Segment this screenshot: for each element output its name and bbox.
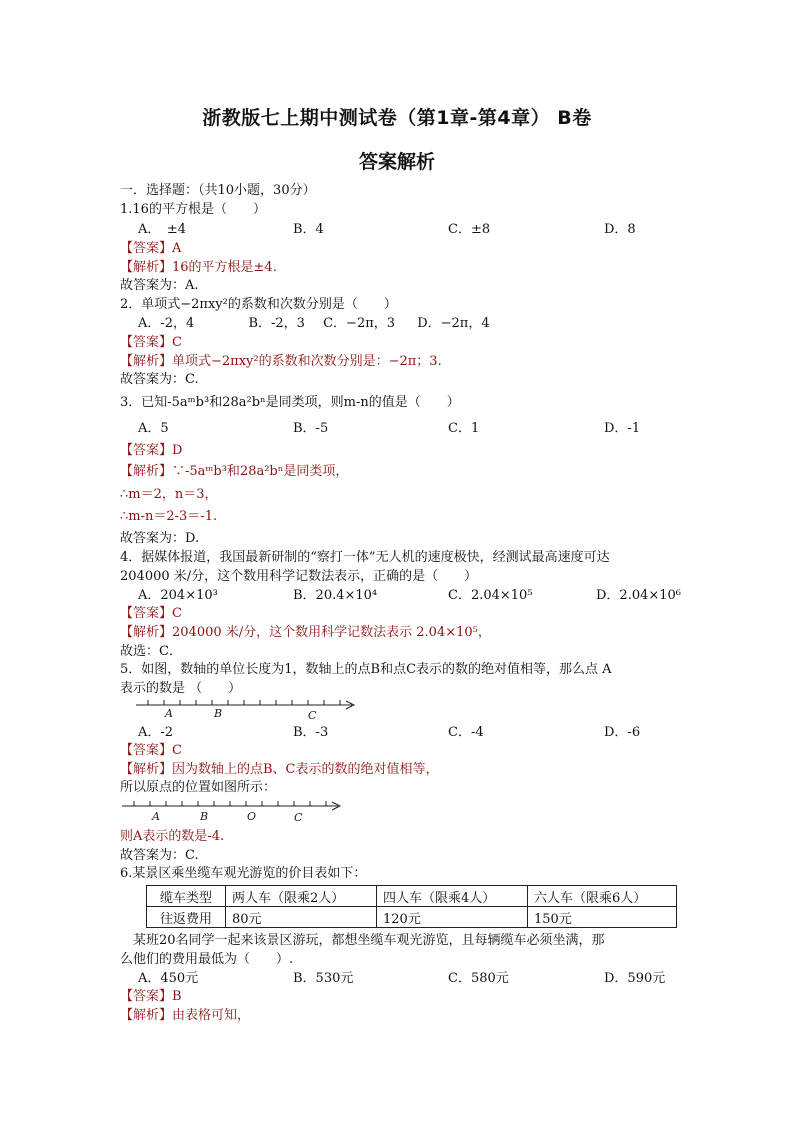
q2-stem: 2．单项式−2πxy²的系数和次数分别是（ ） bbox=[120, 297, 397, 312]
q1-option-c: C．±8 bbox=[448, 222, 491, 237]
table-cell: 150元 bbox=[528, 907, 677, 928]
q4-stem-line-2: 204000 米/分，这个数用科学记数法表示，正确的是（ ） bbox=[120, 569, 478, 584]
q5-number-line bbox=[134, 697, 360, 721]
price-table bbox=[146, 885, 677, 928]
table-header-cell: 两人车（限乘2人） bbox=[226, 886, 377, 907]
q4-stem-line-1: 4．据媒体报道，我国最新研制的“察打一体”无人机的速度极快，经测试最高速度可达 bbox=[120, 550, 610, 565]
q4-analysis: 【解析】204000 米/分，这个数用科学记数法表示 2.04×10⁵， bbox=[120, 625, 491, 640]
q5-option-d: D．-6 bbox=[604, 725, 641, 740]
axis-ticks bbox=[148, 700, 340, 705]
q6-option-c: C．580元 bbox=[448, 971, 509, 986]
table-header-cell: 六人车（限乘6人） bbox=[528, 886, 677, 907]
q2-option-c: C．−2π，3 bbox=[323, 316, 396, 331]
q2-analysis: 【解析】单项式−2πxy²的系数和次数分别是：−2π；3. bbox=[120, 354, 442, 369]
point-b-label: B bbox=[214, 707, 223, 720]
q5-conclusion: 故答案为：C. bbox=[120, 848, 199, 863]
point-a-label: A bbox=[165, 707, 173, 720]
q2-conclusion: 故答案为：C. bbox=[120, 372, 199, 387]
q4-option-a: A．204×10³ bbox=[138, 588, 218, 603]
q5-step-2: 则A表示的数是-4. bbox=[120, 829, 225, 844]
q5-stem-line-1: 5．如图，数轴的单位长度为1，数轴上的点B和点C表示的数的绝对值相等，那么点 A bbox=[120, 662, 612, 677]
table-row bbox=[147, 886, 677, 907]
q1-conclusion: 故答案为：A. bbox=[120, 278, 199, 293]
q4-conclusion: 故选：C． bbox=[120, 644, 182, 659]
q6-stem: 6.某景区乘坐缆车观光游览的价目表如下： bbox=[120, 866, 367, 881]
q3-conclusion: 故答案为：D. bbox=[120, 531, 200, 546]
table-row bbox=[147, 907, 677, 928]
q4-answer: 【答案】C bbox=[120, 606, 182, 621]
table-cell: 往返费用 bbox=[147, 907, 226, 928]
q5-stem-line-2: 表示的数是 （ ） bbox=[120, 681, 242, 696]
q2-option-d: D．−2π，4 bbox=[417, 316, 490, 331]
axis-ticks bbox=[134, 801, 326, 806]
q4-option-d: D．2.04×10⁶ bbox=[596, 588, 682, 603]
q2-answer: 【答案】C bbox=[120, 335, 182, 350]
q3-option-b: B．-5 bbox=[293, 421, 329, 436]
table-cell: 80元 bbox=[226, 907, 377, 928]
q4-option-b: B．20.4×10⁴ bbox=[293, 588, 378, 603]
point-c-label: C bbox=[294, 811, 303, 824]
point-b-label: B bbox=[200, 810, 209, 823]
q4-option-c: C．2.04×10⁵ bbox=[448, 588, 533, 603]
point-a-label: A bbox=[152, 810, 160, 823]
q2-option-a: A．-2，4 bbox=[138, 316, 195, 331]
point-c-label: C bbox=[308, 709, 317, 721]
q2-options bbox=[138, 316, 502, 332]
q5-analysis: 【解析】因为数轴上的点B、C表示的数的绝对值相等， bbox=[120, 762, 439, 777]
q3-analysis: 【解析】∵-5aᵐb³和28a²bⁿ是同类项， bbox=[120, 464, 349, 479]
q6-paragraph-line-1: 某班20名同学一起来该景区游玩，都想坐缆车观光游览，且每辆缆车必须坐满，那 bbox=[120, 933, 605, 948]
q5-number-line-with-origin bbox=[120, 798, 346, 824]
q1-option-b: B．4 bbox=[293, 222, 324, 237]
q5-answer: 【答案】C bbox=[120, 743, 182, 758]
q3-step-1: ∴m＝2，n＝3， bbox=[120, 487, 218, 502]
q1-option-a: A． ±4 bbox=[138, 222, 187, 237]
table-cell: 120元 bbox=[377, 907, 528, 928]
q5-option-b: B．-3 bbox=[293, 725, 329, 740]
q1-stem: 1.16的平方根是（ ） bbox=[120, 202, 266, 217]
q1-answer: 【答案】A bbox=[120, 241, 182, 256]
q3-option-a: A．5 bbox=[138, 421, 169, 436]
q5-option-c: C．-4 bbox=[448, 725, 484, 740]
q6-option-b: B．530元 bbox=[293, 971, 354, 986]
q3-step-2: ∴m-n＝2-3＝-1. bbox=[120, 509, 218, 524]
page-title: 浙教版七上期中测试卷（第1章-第4章） B卷 bbox=[202, 107, 592, 129]
q5-option-a: A．-2 bbox=[138, 725, 174, 740]
q3-option-c: C．1 bbox=[448, 421, 480, 436]
q1-option-d: D．8 bbox=[604, 222, 636, 237]
q5-step-1: 所以原点的位置如图所示： bbox=[120, 780, 277, 795]
q6-answer: 【答案】B bbox=[120, 989, 182, 1004]
q2-option-b: B．-2，3 bbox=[248, 316, 305, 331]
page-subtitle: 答案解析 bbox=[358, 151, 435, 173]
q6-option-d: D．590元 bbox=[604, 971, 666, 986]
q3-option-d: D．-1 bbox=[604, 421, 641, 436]
q6-option-a: A．450元 bbox=[138, 971, 199, 986]
q3-answer: 【答案】D bbox=[120, 443, 183, 458]
table-header-cell: 四人车（限乘4人） bbox=[377, 886, 528, 907]
section-heading: 一．选择题：（共10小题，30分） bbox=[120, 183, 316, 198]
q3-stem: 3．已知-5aᵐb³和28a²bⁿ是同类项，则m-n的值是（ ） bbox=[120, 395, 460, 410]
origin-label: O bbox=[247, 810, 257, 823]
q1-analysis: 【解析】16的平方根是±4. bbox=[120, 260, 277, 275]
q6-paragraph-line-2: 么他们的费用最低为（ ）. bbox=[120, 952, 294, 967]
q6-analysis: 【解析】由表格可知， bbox=[120, 1008, 251, 1023]
table-header-cell: 缆车类型 bbox=[147, 886, 226, 907]
